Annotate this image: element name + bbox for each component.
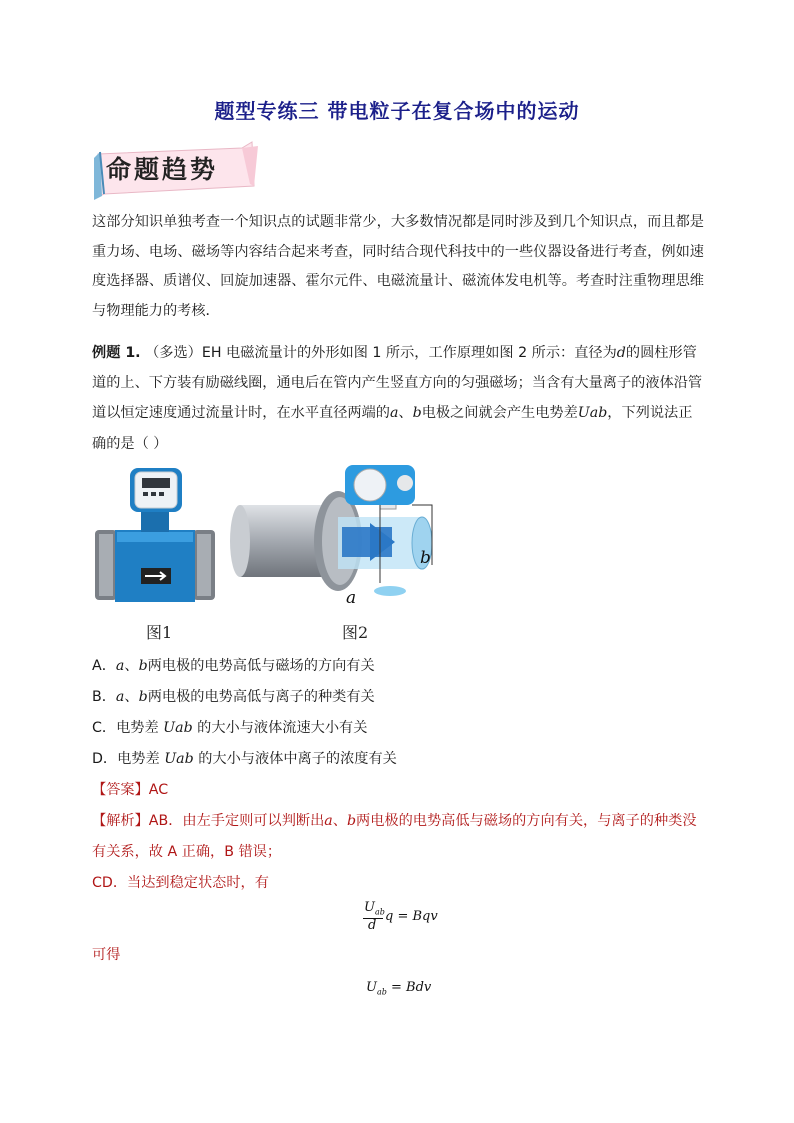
example-text: EH 电磁流量计的外形如图 1 所示，工作原理如图 2 所示：直径为 <box>201 345 617 361</box>
formula-2-rhs: = Bdv <box>386 980 432 995</box>
flow-meter-photo <box>95 460 215 610</box>
var-uab: Uab <box>577 405 608 421</box>
example-line-2: 道的上、下方装有励磁线圈，通电后在管内产生竖直方向的匀强磁场；当含有大量离子的液体沿管 <box>92 375 703 391</box>
var-a: a <box>115 689 125 705</box>
var-uab: Uab <box>164 751 194 767</box>
option-b <box>92 686 375 706</box>
var-b: b <box>346 813 357 829</box>
subscript-ab: ab <box>374 907 385 917</box>
label-b: b <box>420 548 431 568</box>
formula-1-numerator <box>364 900 385 917</box>
example-line-1 <box>92 342 697 362</box>
option-c-prefix: C．电势差 <box>92 720 164 736</box>
formula-2 <box>366 980 431 997</box>
var-b: b <box>412 405 422 421</box>
option-c-text: 的大小与液体流速大小有关 <box>192 720 368 736</box>
option-b-text: 两电极的电势高低与离子的种类有关 <box>147 689 375 705</box>
option-a <box>92 655 375 675</box>
analysis-line-1 <box>92 810 697 830</box>
fig1-caption: 图1 <box>146 623 173 642</box>
separator: 、 <box>124 689 139 705</box>
example-text: 道以恒定速度通过流量计时，在水平直径两端的 <box>92 405 390 421</box>
section-banner <box>92 140 262 200</box>
option-d-prefix: D．电势差 <box>92 751 165 767</box>
option-d-text: 的大小与液体中离子的浓度有关 <box>193 751 397 767</box>
analysis-text: AB．由左手定则可以判断出 <box>148 813 325 829</box>
principle-diagram <box>230 465 445 615</box>
option-c <box>92 717 367 737</box>
label-a: a <box>346 588 357 608</box>
var-b: b <box>138 658 148 674</box>
symbol-u: U <box>366 980 377 995</box>
var-a: a <box>115 658 125 674</box>
formula-1-denominator: d <box>368 918 377 933</box>
var-a: a <box>389 405 399 421</box>
answer-label: 【答案】 <box>92 782 149 798</box>
example-line-4: 确的是（ ） <box>92 436 168 452</box>
option-a-text: 两电极的电势高低与磁场的方向有关 <box>147 658 375 674</box>
example-label: 例题 1. <box>92 345 141 361</box>
subscript-ab: ab <box>376 987 387 997</box>
example-text: ，下列说法正 <box>607 405 693 421</box>
var-d: d <box>616 345 626 361</box>
intro-paragraph: 这部分知识单独考查一个知识点的试题非常少，大多数情况都是同时涉及到几个知识点，而且都是重力场、电场、磁场等内容结合起来考查，同时结合现代科技中的一些仪器设备进行考查，例如速度选择器、质谱仪、回旋加速器、霍尔元件、电磁流量计、磁流体发电机等。考查时注重物理思维与物理能力的考核． <box>92 214 704 319</box>
analysis-line-3: CD．当达到稳定状态时，有 <box>92 875 269 891</box>
analysis-line-2: 有关系，故 A 正确，B 错误； <box>92 844 282 860</box>
separator: 、 <box>332 813 347 829</box>
formula-1-rhs: q = Bqv <box>385 909 438 924</box>
example-line-3 <box>92 402 692 422</box>
banner-label: 命题趋势 <box>106 155 219 184</box>
symbol-u: U <box>364 900 375 915</box>
option-d <box>92 748 397 768</box>
separator: 、 <box>124 658 139 674</box>
var-uab: Uab <box>163 720 193 736</box>
example-tag: （多选） <box>145 345 202 361</box>
option-a-prefix: A． <box>92 658 116 674</box>
option-b-prefix: B． <box>92 689 116 705</box>
then-label: 可得 <box>92 947 121 963</box>
separator: 、 <box>398 405 413 421</box>
fig2-caption: 图2 <box>342 623 369 642</box>
analysis-text: 两电极的电势高低与磁场的方向有关，与离子的种类没 <box>356 813 697 829</box>
answer-line <box>92 779 168 799</box>
analysis-label: 【解析】 <box>92 813 149 829</box>
page-title: 题型专练三 带电粒子在复合场中的运动 <box>214 99 580 123</box>
example-text: 的圆柱形管 <box>625 345 697 361</box>
answer-value: AC <box>148 782 169 798</box>
var-b: b <box>138 689 148 705</box>
example-text: 电极之间就会产生电势差 <box>421 405 578 421</box>
var-a: a <box>324 813 333 829</box>
